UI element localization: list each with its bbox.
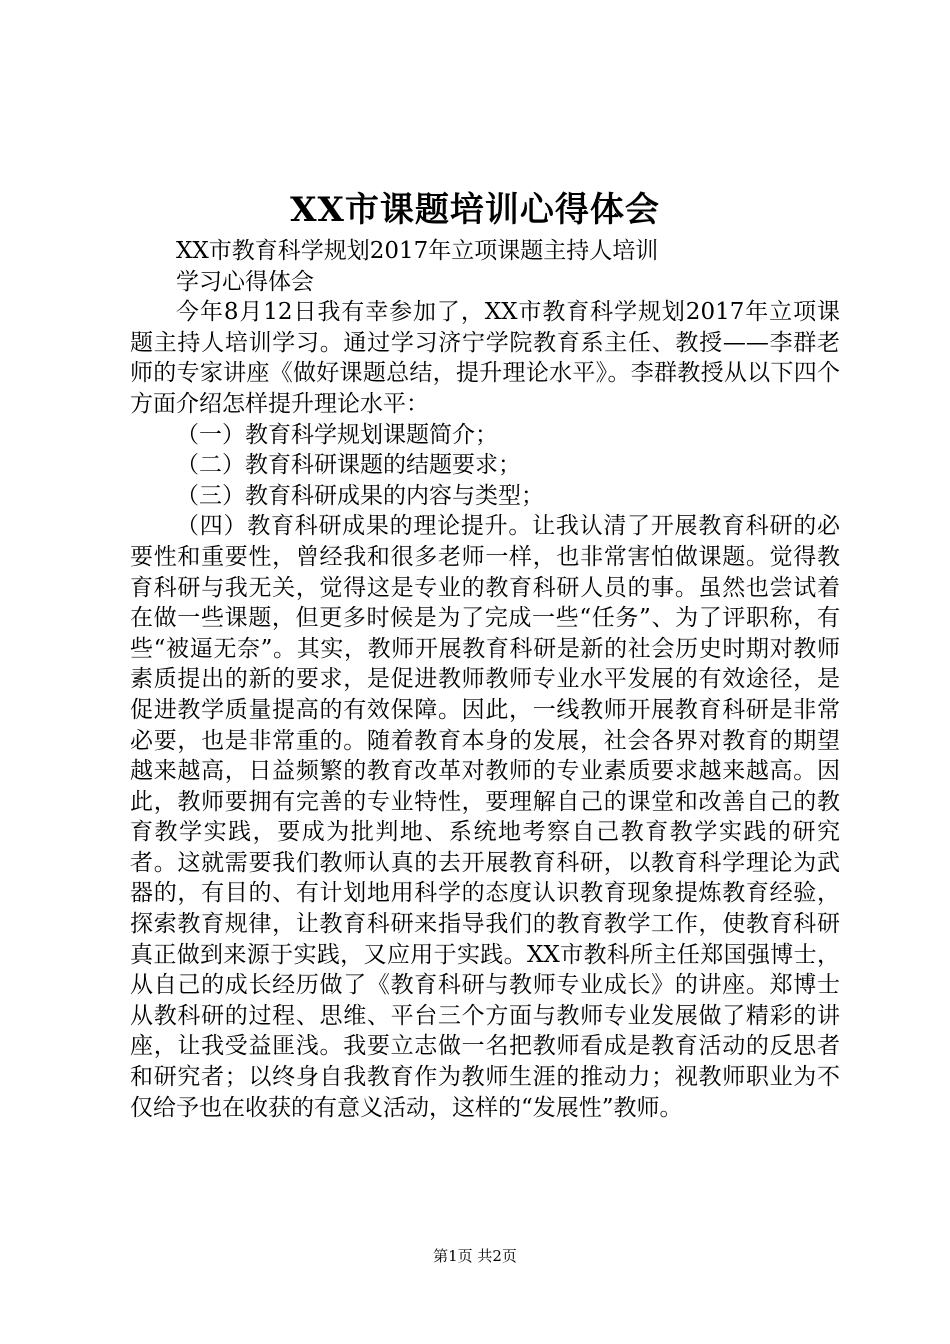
list-item: （二）教育科研课题的结题要求； bbox=[176, 452, 521, 479]
intro-paragraph: 今年8月12日我有幸参加了，XX市教育科学规划2017年立项课题主持人培训学习。通过学习济宁学院教育系主任、教授——李群老师的专家讲座《做好课题总结，提升理论水平》。李群教授从以下四个方面介绍怎样提升理论水平： bbox=[130, 299, 840, 417]
subtitle-line-2: 学习心得体会 bbox=[176, 268, 314, 295]
document-body bbox=[130, 236, 840, 1123]
main-paragraph: （四）教育科研成果的理论提升。让我认清了开展教育科研的必要性和重要性，曾经我和很多老师一样，也非常害怕做课题。觉得教育科研与我无关，觉得这是专业的教育科研人员的事。虽然也尝试着在做一些课题，但更多时候是为了完成一些“任务”、为了评职称，有些“被逼无奈”。其实，教师开展教育科研是新的社会历史时期对教师素质提出的新的要求，是促进教师教师专业水平发展的有效途径，是促进教学质量提高的有效保障。因此，一线教师开展教育科研是非常必要，也是非常重的。随着教育本身的发展，社会各界对教育的期望越来越高，日益频繁的教育改革对教师的专业素质要求越来越高。因此，教师要拥有完善的专业特性，要理解自己的课堂和改善自己的教育教学实践，要成为批判地、系统地考察自己教育教学实践的研究者。这就需要我们教师认真的去开展教育科研，以教育科学理论为武器的，有目的、有计划地用科学的态度认识教育现象提炼教育经验，探索教育规律，让教育科研来指导我们的教育教学工作，使教育科研真正做到来源于实践，又应用于实践。XX市教科所主任郑国强博士，从自己的成长经历做了《教育科研与教师专业成长》的讲座。郑博士从教科研的过程、思维、平台三个方面与教师专业发展做了精彩的讲座，让我受益匪浅。我要立志做一名把教师看成是教育活动的反思者和研究者；以终身自我教育作为教师生涯的推动力；视教师职业为不仅给予也在收获的有意义活动，这样的“发展性”教师。 bbox=[130, 513, 840, 1121]
document-title: XX市课题培训心得体会 bbox=[290, 190, 660, 230]
list-item: （一）教育科学规划课题简介； bbox=[176, 421, 498, 448]
list-item: （三）教育科研成果的内容与类型； bbox=[176, 482, 544, 509]
subtitle-line-1: XX市教育科学规划2017年立项课题主持人培训 bbox=[176, 238, 659, 264]
page-number-footer: 第1页 共2页 bbox=[433, 1247, 517, 1265]
